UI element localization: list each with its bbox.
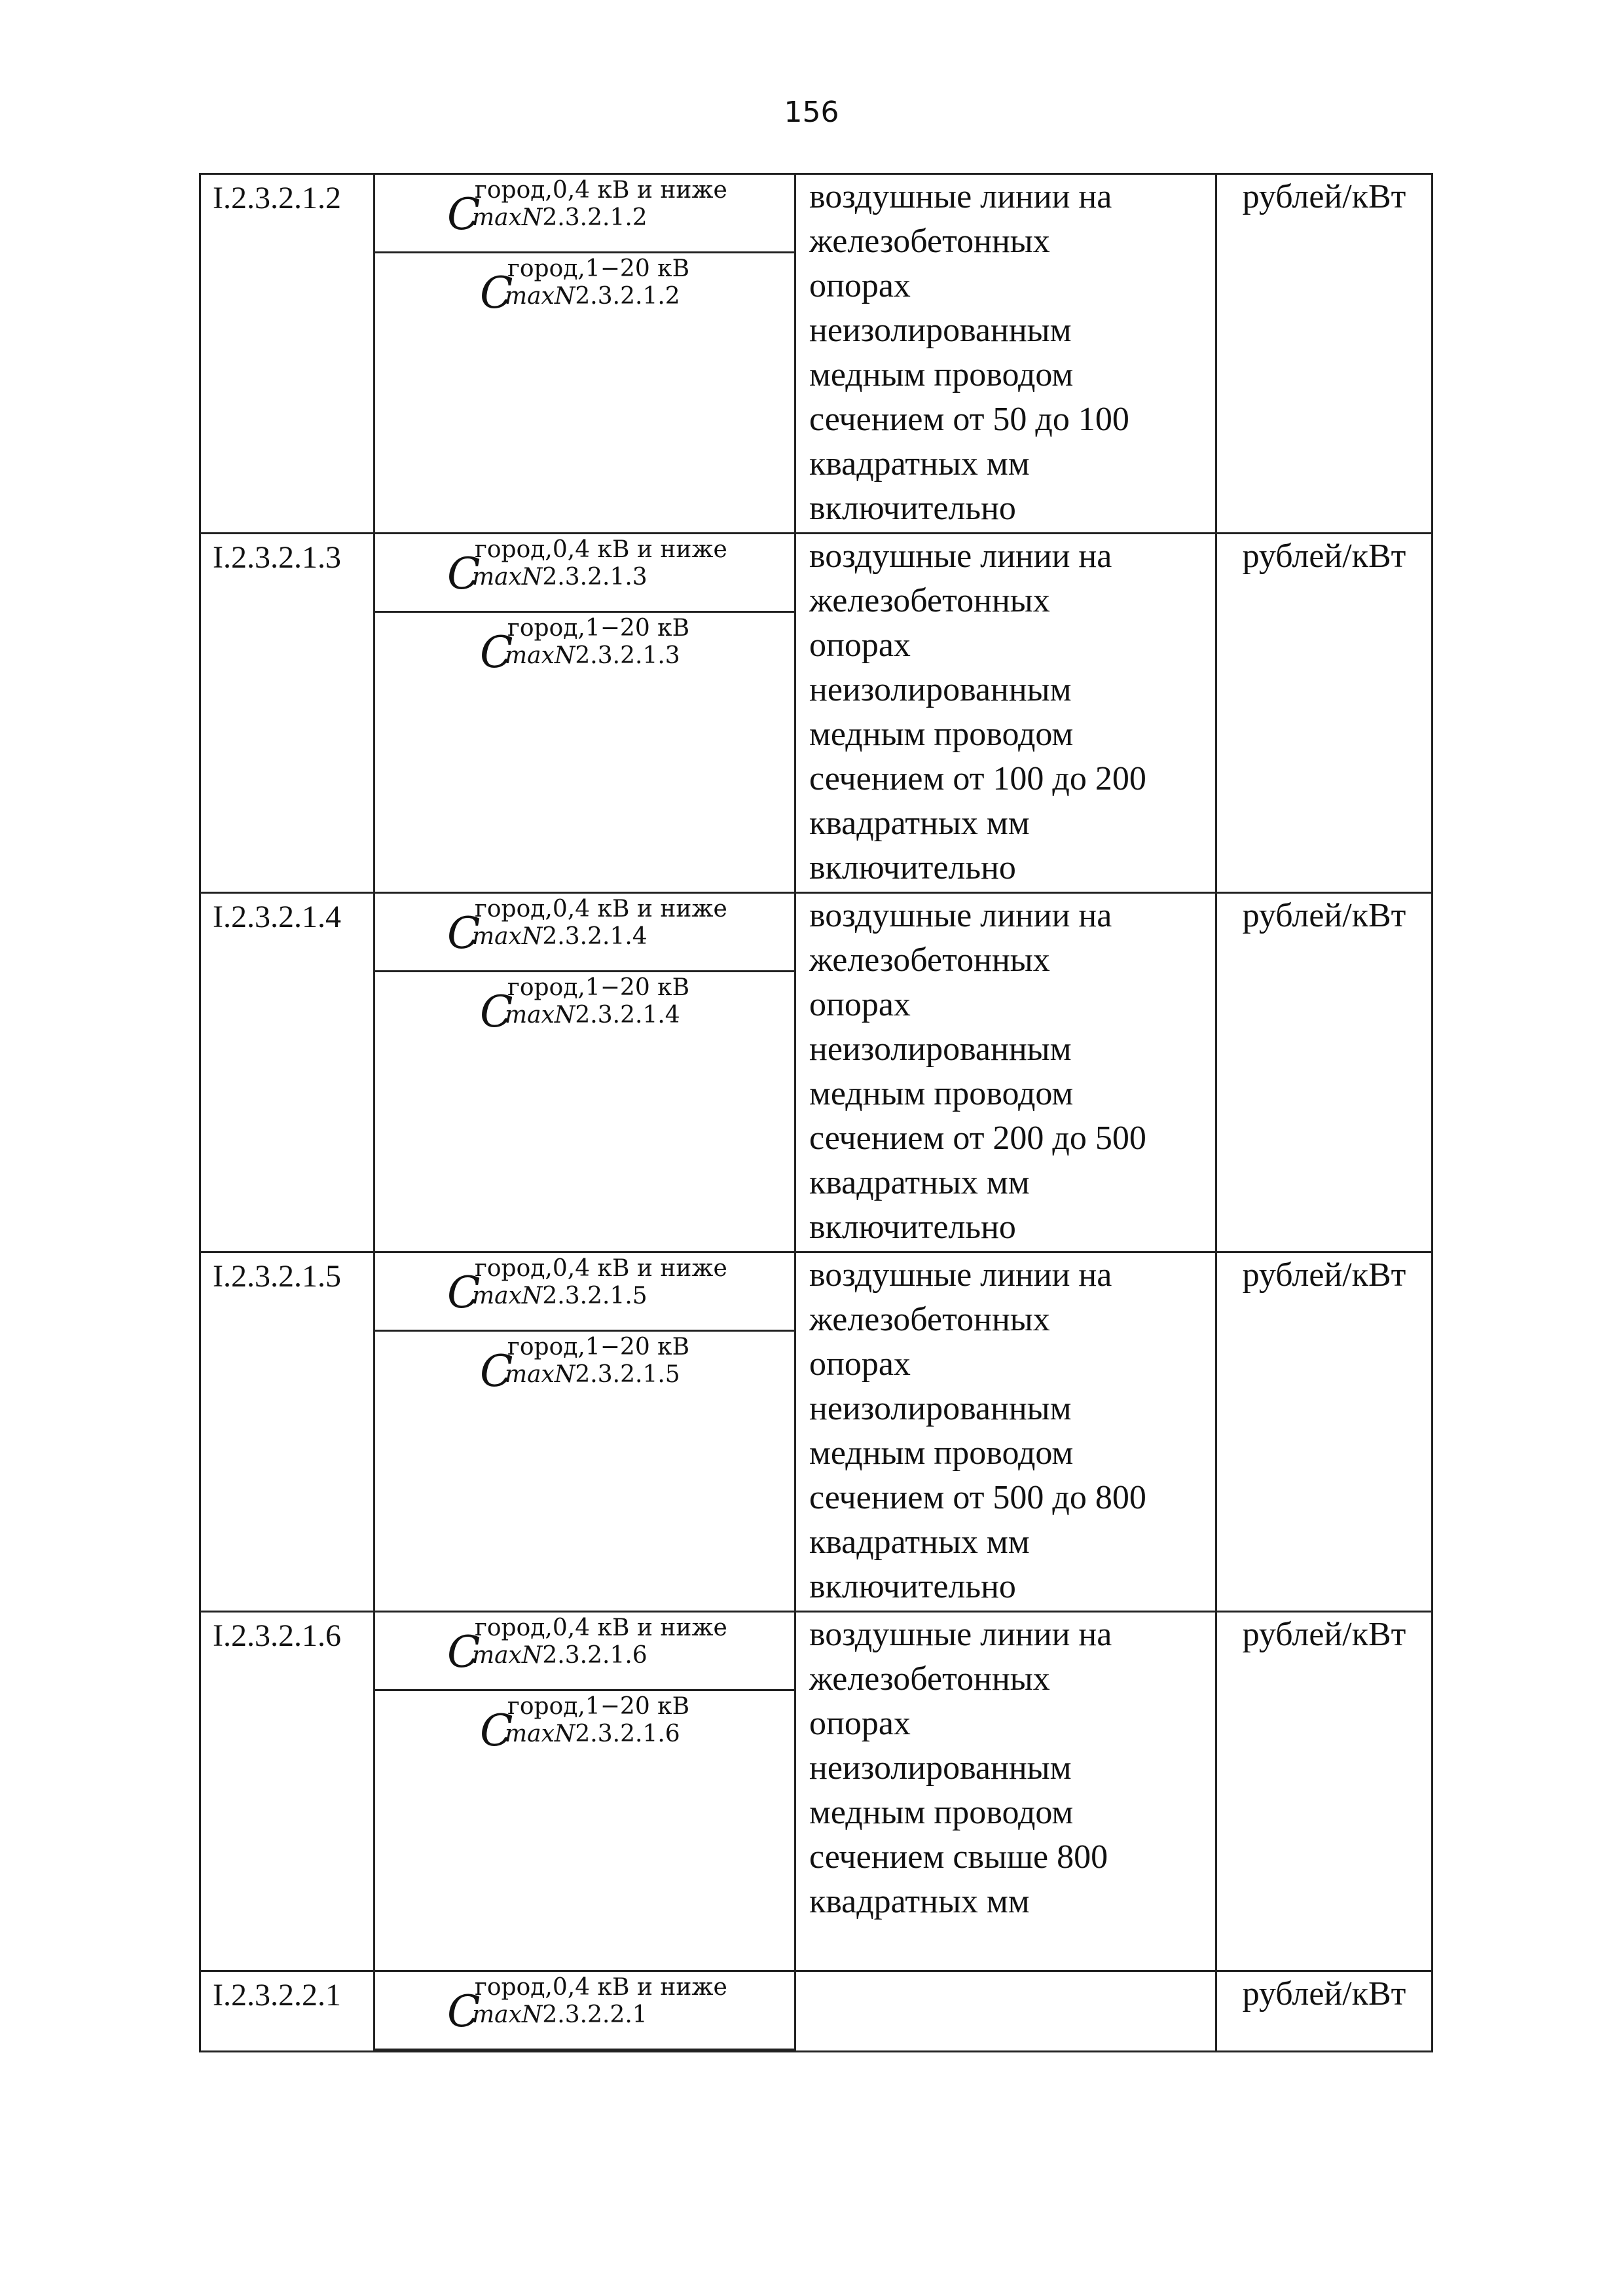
description-line: квадратных мм — [809, 805, 1030, 842]
description-line: неизолированным — [809, 1390, 1072, 1427]
description-line: неизолированным — [809, 671, 1072, 708]
description-line: железобетонных — [809, 223, 1050, 260]
formula-subscript-number: 2.3.2.1.2 — [542, 204, 647, 231]
unit-cell: рублей/кВт — [1216, 174, 1432, 534]
description-line: медным проводом — [809, 1794, 1074, 1831]
formula-subscript — [472, 1643, 647, 1669]
formula-top — [375, 1613, 794, 1691]
formula-subscript-number: 2.3.2.1.6 — [575, 1721, 680, 1747]
formula-subscript — [505, 1721, 680, 1747]
row-code: I.2.3.2.1.3 — [200, 534, 374, 893]
description-cell — [795, 893, 1216, 1252]
description-line: воздушные линии на — [809, 1616, 1112, 1653]
description-line: медным проводом — [809, 356, 1074, 393]
formula-superscript: город,1−20 кВ — [507, 1693, 690, 1720]
formula-cell — [374, 1252, 795, 1612]
formula-subscript-number: 2.3.2.1.6 — [542, 1642, 647, 1669]
description-line: включительно — [809, 849, 1016, 886]
description-line: квадратных мм — [809, 445, 1030, 483]
formula-subscript-number: 2.3.2.1.4 — [575, 1002, 680, 1029]
description-line: сечением от 500 до 800 — [809, 1479, 1146, 1516]
description-line: воздушные линии на — [809, 897, 1112, 934]
description-cell — [795, 1252, 1216, 1612]
unit-cell: рублей/кВт — [1216, 1971, 1432, 2052]
description-line: железобетонных — [809, 1301, 1050, 1338]
formula-subscript-variable: maxN — [505, 1002, 575, 1029]
description-line: квадратных мм — [809, 1523, 1030, 1561]
formula-subscript — [505, 1002, 680, 1029]
row-code: I.2.3.2.1.5 — [200, 1252, 374, 1612]
formula-bottom — [375, 253, 794, 332]
formula-subscript-variable: maxN — [472, 204, 543, 231]
unit-cell: рублей/кВт — [1216, 893, 1432, 1252]
description-line: железобетонных — [809, 1660, 1050, 1698]
description-line: опорах — [809, 1705, 911, 1742]
formula-subscript-variable: maxN — [472, 1642, 543, 1669]
formula-bottom — [375, 1332, 794, 1410]
description-line: опорах — [809, 267, 911, 304]
description-line: квадратных мм — [809, 1164, 1030, 1201]
description-line: медным проводом — [809, 716, 1074, 753]
formula-superscript: город,0,4 кВ и ниже — [475, 536, 727, 563]
formula-top — [375, 1972, 794, 2050]
formula-superscript: город,0,4 кВ и ниже — [475, 1255, 727, 1282]
description-line: неизолированным — [809, 1749, 1072, 1787]
formula-superscript: город,1−20 кВ — [507, 1334, 690, 1360]
unit-cell: рублей/кВт — [1216, 1612, 1432, 1971]
formula-bottom — [375, 972, 794, 1051]
formula-subscript-number: 2.3.2.1.3 — [575, 642, 680, 669]
description-line: железобетонных — [809, 941, 1050, 979]
formula-superscript: город,1−20 кВ — [507, 255, 690, 282]
formula-symbol: C — [447, 1627, 481, 1677]
formula-symbol: C — [480, 987, 513, 1037]
table-row — [200, 1971, 1432, 2052]
formula-symbol: C — [447, 549, 481, 599]
formula-superscript: город,0,4 кВ и ниже — [475, 177, 727, 204]
formula-superscript: город,1−20 кВ — [507, 615, 690, 642]
formula-subscript — [472, 205, 647, 231]
formula-top — [375, 534, 794, 613]
formula-subscript-variable: maxN — [472, 564, 543, 591]
formula-cell — [374, 893, 795, 1252]
formula-top — [375, 175, 794, 253]
formula-symbol: C — [480, 268, 513, 318]
formula-subscript — [505, 1362, 680, 1388]
formula-bottom — [375, 1691, 794, 1770]
formula-subscript — [472, 564, 647, 591]
formula-subscript-variable: maxN — [472, 923, 543, 950]
formula-cell — [374, 1971, 795, 2052]
formula-subscript-number: 2.3.2.1.4 — [542, 923, 647, 950]
formula-symbol: C — [447, 1986, 481, 2037]
formula-subscript — [505, 283, 680, 310]
description-line: железобетонных — [809, 582, 1050, 619]
formula-symbol: C — [480, 1705, 513, 1756]
formula-bottom — [375, 613, 794, 691]
description-line: включительно — [809, 1209, 1016, 1246]
table-row — [200, 534, 1432, 893]
formula-cell — [374, 174, 795, 534]
row-code: I.2.3.2.1.2 — [200, 174, 374, 534]
formula-symbol: C — [447, 908, 481, 958]
formula-symbol: C — [480, 627, 513, 678]
formula-superscript: город,1−20 кВ — [507, 974, 690, 1001]
formula-subscript — [505, 643, 680, 669]
formula-symbol: C — [480, 1346, 513, 1396]
page-number: 156 — [784, 96, 839, 129]
tariff-table — [199, 173, 1433, 2052]
description-line: сечением от 50 до 100 — [809, 401, 1129, 438]
description-cell — [795, 1971, 1216, 2052]
description-cell — [795, 534, 1216, 893]
formula-subscript-variable: maxN — [505, 642, 575, 669]
row-code: I.2.3.2.2.1 — [200, 1971, 374, 2052]
formula-subscript-variable: maxN — [505, 1361, 575, 1388]
formula-subscript — [472, 2002, 647, 2028]
row-code: I.2.3.2.1.6 — [200, 1612, 374, 1971]
description-cell — [795, 1612, 1216, 1971]
formula-top — [375, 1253, 794, 1332]
description-line: медным проводом — [809, 1434, 1074, 1472]
description-line: сечением свыше 800 — [809, 1838, 1108, 1876]
formula-symbol: C — [447, 189, 481, 240]
description-line: опорах — [809, 1345, 911, 1383]
formula-subscript-number: 2.3.2.1.2 — [575, 283, 680, 310]
formula-superscript: город,0,4 кВ и ниже — [475, 1974, 727, 2001]
description-line: опорах — [809, 627, 911, 664]
description-line: квадратных мм — [809, 1883, 1030, 1920]
description-cell — [795, 174, 1216, 534]
formula-cell — [374, 1612, 795, 1971]
description-line: неизолированным — [809, 312, 1072, 349]
description-line: неизолированным — [809, 1030, 1072, 1068]
description-line: воздушные линии на — [809, 178, 1112, 215]
formula-subscript — [472, 924, 647, 950]
description-line: сечением от 100 до 200 — [809, 760, 1146, 797]
formula-symbol: C — [447, 1267, 481, 1318]
table-row — [200, 893, 1432, 1252]
table-row — [200, 1252, 1432, 1612]
table-row — [200, 1612, 1432, 1971]
unit-cell: рублей/кВт — [1216, 534, 1432, 893]
formula-subscript — [472, 1283, 647, 1309]
formula-subscript-number: 2.3.2.1.5 — [575, 1361, 680, 1388]
formula-superscript: город,0,4 кВ и ниже — [475, 896, 727, 922]
description-line: включительно — [809, 1568, 1016, 1605]
formula-cell — [374, 534, 795, 893]
description-line: воздушные линии на — [809, 538, 1112, 575]
formula-subscript-number: 2.3.2.2.1 — [542, 2001, 647, 2028]
description-line: воздушные линии на — [809, 1256, 1112, 1294]
formula-superscript: город,0,4 кВ и ниже — [475, 1614, 727, 1641]
description-line: сечением от 200 до 500 — [809, 1120, 1146, 1157]
formula-subscript-number: 2.3.2.1.5 — [542, 1283, 647, 1309]
formula-subscript-variable: maxN — [505, 283, 575, 310]
formula-subscript-variable: maxN — [472, 2001, 543, 2028]
formula-subscript-variable: maxN — [505, 1721, 575, 1747]
row-code: I.2.3.2.1.4 — [200, 893, 374, 1252]
formula-subscript-number: 2.3.2.1.3 — [542, 564, 647, 591]
description-line: включительно — [809, 490, 1016, 527]
description-line: опорах — [809, 986, 911, 1023]
formula-subscript-variable: maxN — [472, 1283, 543, 1309]
unit-cell: рублей/кВт — [1216, 1252, 1432, 1612]
table-row — [200, 174, 1432, 534]
formula-top — [375, 894, 794, 972]
description-line: медным проводом — [809, 1075, 1074, 1112]
